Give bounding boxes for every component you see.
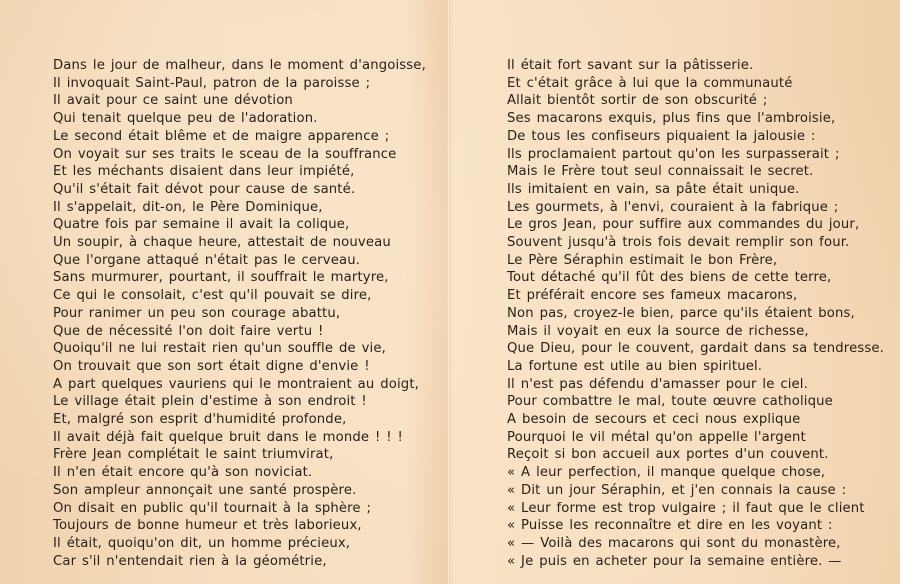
poem-line: Ce qui le consolait, c'est qu'il pouvait se dire, <box>53 288 372 304</box>
poem-line: A besoin de secours et ceci nous explique <box>507 412 801 428</box>
poem-line: Qu'il s'était fait dévot pour cause de santé. <box>53 181 356 197</box>
poem-line: Il n'est pas défendu d'amasser pour le ciel. <box>507 376 808 392</box>
poem-line: Il invoquait Saint-Paul, patron de la paroisse ; <box>53 75 371 91</box>
poem-line: La fortune est utile au bien spirituel. <box>507 358 763 374</box>
poem-line: Il était fort savant sur la pâtisserie. <box>507 58 754 73</box>
poem-line: Il s'appelait, dit-on, le Père Dominique, <box>53 199 323 215</box>
poem-line: Quatre fois par semaine il avait la colique, <box>53 217 350 233</box>
poem-line: « Dit un jour Séraphin, et j'en connais la cause : <box>507 482 847 498</box>
poem-line: De tous les confiseurs piquaient la jalousie : <box>507 128 816 144</box>
poem-line: Non pas, croyez-le bien, parce qu'ils étaient bons, <box>507 305 855 321</box>
poem-line: Frère Jean complétait le saint triumvirat, <box>53 447 334 463</box>
poem-line: Il avait déjà fait quelque bruit dans le monde ! ! ! <box>53 429 403 445</box>
poem-line: Quoiqu'il ne lui restait rien qu'un souffle de vie, <box>53 341 386 357</box>
poem-line: Que l'organe attaqué n'était pas le cerveau. <box>53 252 361 268</box>
poem-line: Ils imitaient en vain, sa pâte était unique. <box>507 181 800 197</box>
poem-line: On disait en public qu'il tournait à la sphère ; <box>53 500 372 516</box>
poem-line: Le Père Séraphin estimait le bon Frère, <box>507 252 778 268</box>
poem-line: Un soupir, à chaque heure, attestait de nouveau <box>53 235 391 251</box>
poem-line: Qui tenait quelque peu de l'adoration. <box>53 111 318 127</box>
poem-line: Ils proclamaient partout qu'on les surpasserait ; <box>507 146 840 162</box>
poem-line: « — Voilà des macarons qui sont du monastère, <box>507 535 841 551</box>
poem-line: Mais il voyait en eux la source de richesse, <box>507 323 809 339</box>
poem-line: Son ampleur annonçait une santé prospère. <box>53 482 357 498</box>
poem-line: Ses macarons exquis, plus fins que l'ambroisie, <box>507 111 836 127</box>
poem-line: Pourquoi le vil métal qu'on appelle l'argent <box>507 429 806 445</box>
book-gutter <box>447 0 450 584</box>
poem-line: Souvent jusqu'à trois fois devait remplir son four. <box>507 235 850 251</box>
poem-line: Il n'en était encore qu'à son noviciat. <box>53 465 313 481</box>
poem-line: Tout détaché qu'il fût des biens de cette terre, <box>507 270 832 286</box>
poem-line: Et c'était grâce à lui que la communauté <box>507 75 793 91</box>
poem-line: « Je puis en acheter pour la semaine entière. — <box>507 553 842 569</box>
poem-line: Dans le jour de malheur, dans le moment d'angoisse, <box>53 58 426 73</box>
poem-line: Le village était plein d'estime à son endroit ! <box>53 394 367 410</box>
poem-line: Il était, quoiqu'on dit, un homme précieux, <box>53 535 351 551</box>
poem-line: Et les méchants disaient dans leur impiété, <box>53 164 355 180</box>
poem-line: On trouvait que son sort était digne d'envie ! <box>53 358 370 374</box>
poem-line: Et, malgré son esprit d'humidité profonde, <box>53 412 347 428</box>
poem-line: Sans murmurer, pourtant, il souffrait le martyre, <box>53 270 389 286</box>
poem-line: Reçoit si bon accueil aux portes d'un couvent. <box>507 447 829 463</box>
poem-line: Allait bientôt sortir de son obscurité ; <box>507 93 768 109</box>
poem-line: Pour ranimer un peu son courage abattu, <box>53 305 341 321</box>
poem-line: Et préférait encore ses fameux macarons, <box>507 288 798 304</box>
left-page <box>53 57 426 570</box>
poem-line: Le second était blême et de maigre apparence ; <box>53 128 390 144</box>
poem-line: Que Dieu, pour le couvent, gardait dans sa tendresse. <box>507 341 884 357</box>
right-page <box>507 57 884 570</box>
poem-line: « Leur forme est trop vulgaire ; il faut que le client <box>507 500 865 516</box>
poem-line: Car s'il n'entendait rien à la géométrie, <box>53 553 327 569</box>
poem-line: Il avait pour ce saint une dévotion <box>53 93 293 109</box>
poem-line: Pour combattre le mal, toute œuvre catholique <box>507 394 833 410</box>
poem-line: On voyait sur ses traits le sceau de la souffrance <box>53 146 397 162</box>
poem-line: « A leur perfection, il manque quelque chose, <box>507 465 826 481</box>
poem-line: Mais le Frère tout seul connaissait le secret. <box>507 164 814 180</box>
poem-line: Que de nécessité l'on doit faire vertu ! <box>53 323 324 339</box>
poem-line: A part quelques vauriens qui le montraient au doigt, <box>53 376 419 392</box>
poem-line: Le gros Jean, pour suffire aux commandes du jour, <box>507 217 860 233</box>
poem-line: Toujours de bonne humeur et très laborieux, <box>53 518 362 534</box>
poem-line: « Puisse les reconnaître et dire en les voyant : <box>507 518 833 534</box>
poem-line: Les gourmets, à l'envi, couraient à la fabrique ; <box>507 199 839 215</box>
